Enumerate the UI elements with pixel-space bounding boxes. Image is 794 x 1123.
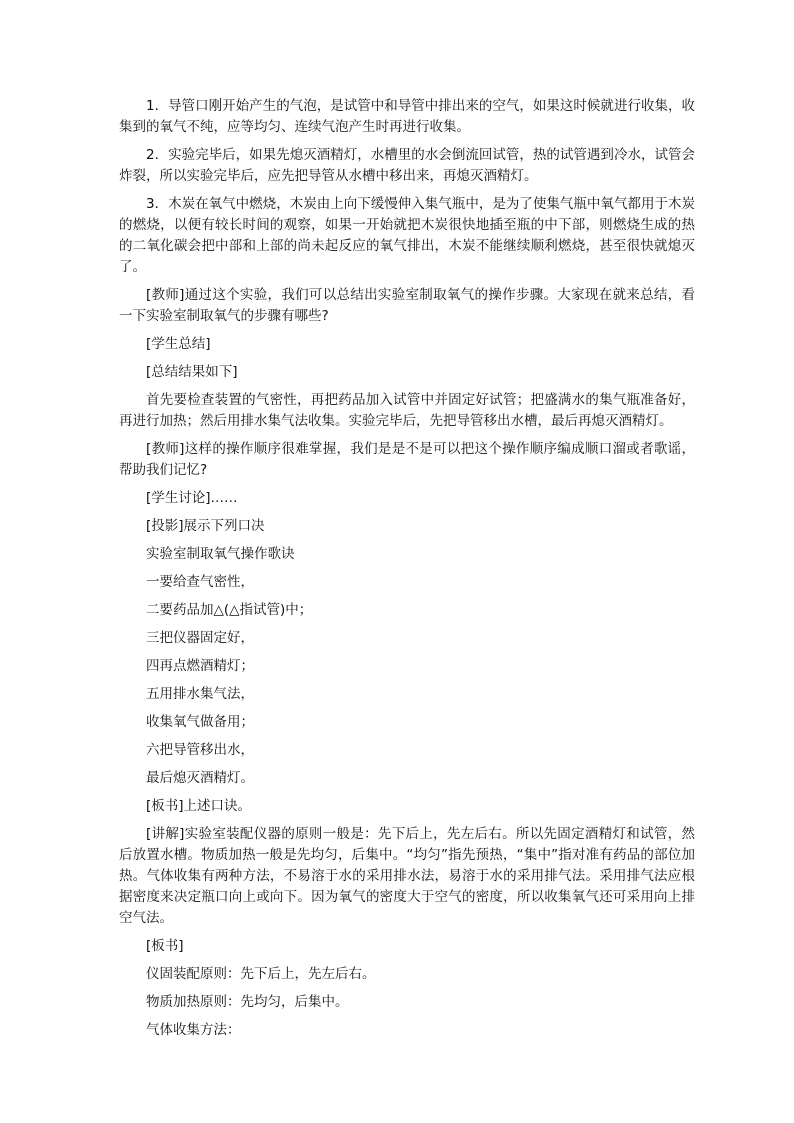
paragraph-step-1: 1．导管口刚开始产生的气泡，是试管中和导管中排出来的空气，如果这时候就进行收集，收集到的氧气不纯，应等均匀、连续气泡产生时再进行收集。 — [119, 98, 695, 135]
paragraph-board-note-mnemonic: [板书]上述口诀。 — [146, 798, 252, 814]
paragraph-teacher-summary-prompt: [教师]通过这个实验，我们可以总结出实验室制取氧气的操作步骤。大家现在就来总结，看一下实验室制取氧气的步骤有哪些? — [119, 287, 695, 324]
mnemonic-line-3: 三把仪器固定好， — [146, 630, 254, 646]
mnemonic-line-5: 五用排水集气法， — [146, 686, 254, 702]
mnemonic-line-1: 一要给查气密性， — [146, 574, 254, 590]
mnemonic-line-7: 六把导管移出水， — [146, 742, 254, 758]
mnemonic-line-6: 收集氧气做备用； — [146, 714, 254, 730]
paragraph-student-discussion: [学生讨论]…… — [146, 490, 238, 506]
mnemonic-title: 实验室制取氧气操作歌诀 — [146, 546, 295, 562]
mnemonic-line-4: 四再点燃酒精灯； — [146, 658, 254, 674]
mnemonic-line-2: 二要药品加△(△指试管)中； — [146, 602, 313, 618]
paragraph-board-note: [板书] — [146, 938, 184, 954]
document-body — [119, 96, 695, 1048]
paragraph-summary-result-heading: [总结结果如下] — [146, 364, 238, 380]
principle-assembly: 仪固装配原则：先下后上，先左后右。 — [146, 966, 376, 982]
paragraph-explanation: [讲解]实验室装配仪器的原则一般是：先下后上，先左后右。所以先固定酒精灯和试管，然后放置水槽。物质加热一般是先均匀，后集中。“均匀”指先预热，“集中”指对准有药品的部位加热。气体收集有两种方法，不易溶于水的采用排水法，易溶于水的采用排气法。采用排气法应根据密度来决定瓶口向上或向下。因为氧气的密度大于空气的密度，所以收集氧气还可采用向上排空气法。 — [119, 826, 695, 926]
principle-heating: 物质加热原则：先均匀，后集中。 — [146, 994, 349, 1010]
paragraph-teacher-mnemonic-prompt: [教师]这样的操作顺序很难掌握，我们是是不是可以把这个操作顺序编成顺口溜或者歌谣，帮助我们记忆? — [119, 441, 695, 478]
paragraph-step-2: 2．实验完毕后，如果先熄灭酒精灯，水槽里的水会倒流回试管，热的试管遇到冷水，试管会炸裂，所以实验完毕后，应先把导管从水槽中移出来，再熄灭酒精灯。 — [119, 147, 695, 184]
paragraph-projection: [投影]展示下列口决 — [146, 518, 265, 534]
paragraph-step-3: 3．木炭在氧气中燃烧，木炭由上向下缓慢伸入集气瓶中，是为了使集气瓶中氧气都用于木炭的燃烧，以便有较长时间的观察，如果一开始就把木炭很快地插至瓶的中下部，则燃烧生成的热的二氧化碳会把中部和上部的尚未起反应的氧气排出，木炭不能继续顺利燃烧，甚至很快就熄灭了。 — [119, 196, 695, 275]
paragraph-summary-result: 首先要检查装置的气密性，再把药品加入试管中并固定好试管；把盛满水的集气瓶准备好，再进行加热；然后用排水集气法收集。实验完毕后，先把导管移出水槽，最后再熄灭酒精灯。 — [119, 392, 695, 429]
principle-gas-collection: 气体收集方法： — [146, 1022, 241, 1038]
paragraph-student-summary: [学生总结] — [146, 336, 211, 352]
mnemonic-line-8: 最后熄灭酒精灯。 — [146, 770, 254, 786]
